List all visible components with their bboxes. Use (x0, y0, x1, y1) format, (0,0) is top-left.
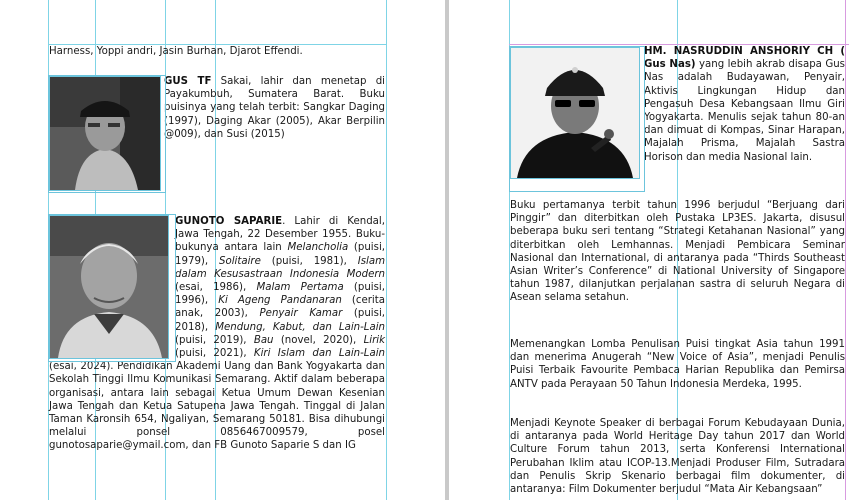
bio-text: Sakai, lahir dan menetap di Payakumbuh, Sumatera Barat. Buku puisinya yang telah terbit: Sangkar Daging (1997), Daging Akar (2005), Akar Berpilin @009), dan Susi (2015) (164, 76, 385, 140)
credits-line: Harness, Yoppi andri, Jasin Burhan, Djarot Effendi. (49, 46, 303, 57)
bio-paragraph-2: Memenangkan Lomba Penulisan Puisi tingkat Asia tahun 1991 dan menerima Anugerah “New Voice of Asia”, menjadi Penulis Puisi Terbaik Favourite Pembaca Harian Republika dan Pemirsa ANTV pada Perayaan 50 Tahun Indonesia Merdeka, 1995. (510, 339, 845, 390)
author-photo-nasruddin-anshoriy (510, 47, 640, 179)
author-name: GUS TF (164, 76, 212, 87)
margin-guide (845, 0, 846, 500)
author-photo-gunoto-saparie (49, 215, 169, 359)
bio-paragraph-1: Buku pertamanya terbit tahun 1996 berjudul “Berjuang dari Pinggir” dan diterbitkan oleh Pustaka LP3ES. Jakarta, disusul beberapa buku seri tentang “Strategi Ketahanan Nasional” yang diterbitkan oleh Lemhannas. Menjadi Pembicara Seminar Nasional dan International, di antaranya pada “Thirds Southeast Asian Writer’s Conference” di National University of Singapore tahun 1987, dilanjutkan perjalanan sastra di seluruh Negara di Asean selama setahun. (510, 200, 845, 304)
bio-gunoto-saparie: GUNOTO SAPARIE. Lahir di Kendal, Jawa Tengah, 22 Desember 1955. Buku-bukunya antara lain Melancholia (puisi, 1979), Solitaire (puisi, 1981), Islam dalam Kesusastraan Indonesia Modern (esai, 1986), Malam Pertama (puisi, 1996), Ki Ageng Pandanaran (cerita anak, 2003), Penyair Kamar (puisi, 2018), Mendung, Kabut, dan Lain-Lain (puisi, 2019), Bau (novel, 2020), Lirik (puisi, 2021), Kiri Islam dan Lain-Lain (esai, 2024). Pendidikan Akademi Uang dan Bank Yogyakarta dan Sekolah Tinggi Ilmu Komunikasi Semarang. Aktif dalam beberapa organisasi, antara lain sebagai Ketua Umum Dewan Kesenian Jawa Tengah dan Ketua Satupena Jawa Tengah. Tinggal di Jalan Taman Karonsih 654, Ngaliyan, Semarang 50181. Bisa dihubungi melalui ponsel 0856467009579, posel gunotosaparie@ymail.com, dan FB Gunoto Saparie S dan IG (49, 216, 386, 452)
bio-text: yang lebih akrab disapa Gus Nas adalah Budayawan, Penyair, Aktivis Lingkungan Hidup dan Pengasuh Desa Kebangsaan Ilmu Giri Yogyakarta. Menulis sejak tahun 80-an dan dimuat di Kompas, Sinar Harapan, Majalah Prisma, Majalah Sastra Horison dan media Nasional lain. (644, 59, 845, 163)
right-page (449, 0, 850, 500)
author-photo-gus-tf (49, 76, 161, 191)
bio-paragraph-3: Menjadi Keynote Speaker di berbagai Forum Kebudayaan Dunia, di antaranya pada World Heritage Day tahun 2017 dan World Culture Forum tahun 2013, serta Konferensi International Perubahan Iklim atau ICOP-13.Menjadi Produser Film, Sutradara dan Penulis Skrip Skenario berbagai film dokumenter, di antaranya: Film Dokumenter berjudul “Mata Air Kebangsaan” (510, 418, 845, 496)
author-name: GUNOTO SAPARIE (175, 216, 283, 227)
margin-guide (386, 0, 387, 500)
author-name: HM. NASRUDDIN ANSHORIY CH ( Gus Nas) (644, 46, 845, 71)
